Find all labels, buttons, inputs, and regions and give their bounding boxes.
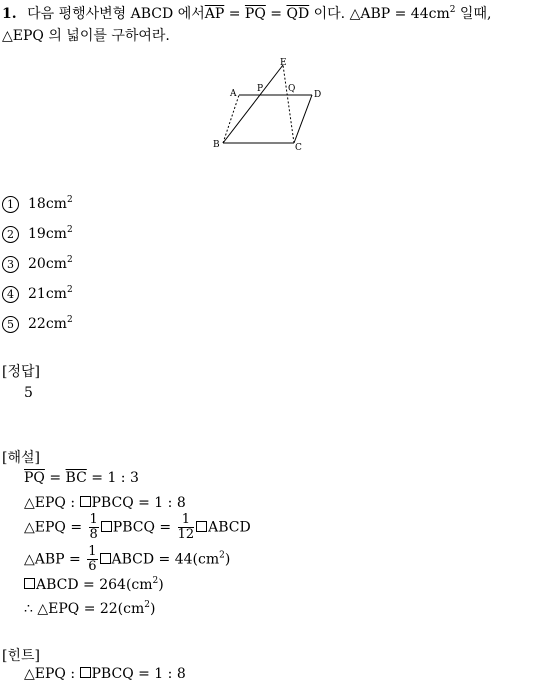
solution-text: ) <box>150 601 156 617</box>
segment-bc: $\overline{BC}$ <box>65 470 87 486</box>
solution-text: ∴ △EPQ = 22(cm <box>24 601 145 617</box>
superscript: 2 <box>144 600 150 610</box>
solution-line-1 <box>24 470 139 486</box>
solution-text: △ABP = <box>24 551 86 568</box>
fraction-1-8 <box>89 513 99 542</box>
label-d: D <box>314 90 322 100</box>
choice-2[interactable] <box>2 226 73 243</box>
solution-text: PBCQ = <box>112 519 176 536</box>
side-ab-dotted <box>223 95 239 143</box>
solution-text: ABCD = 264(cm <box>36 577 153 593</box>
choice-4[interactable] <box>2 286 73 303</box>
superscript: 2 <box>449 5 456 15</box>
question-text-end: 일때, <box>459 6 492 22</box>
superscript: 2 <box>152 576 159 586</box>
line-be <box>223 65 283 143</box>
square-symbol-icon <box>100 553 111 564</box>
label-e: E <box>280 58 287 68</box>
segment-pq: $\overline{PQ}$ <box>244 6 266 22</box>
superscript: 2 <box>66 195 73 205</box>
question-line-2: △EPQ 의 넓이를 구하여라. <box>2 28 170 44</box>
superscript: 2 <box>66 225 73 235</box>
answer-heading: [정답] <box>2 364 40 380</box>
denominator: 8 <box>89 527 98 542</box>
ratio-text: = 1 : 3 <box>86 470 139 486</box>
equals-sign: = <box>44 470 66 486</box>
solution-text: PBCQ = 1 : 8 <box>91 495 186 511</box>
denominator: 6 <box>88 559 97 574</box>
choice-text: 19cm <box>28 226 67 242</box>
choice-text: 18cm <box>28 196 67 212</box>
question-text-mid: 이다. △ABP = 44cm <box>313 6 450 22</box>
hint-heading: [힌트] <box>2 648 40 664</box>
solution-text: △EPQ = <box>24 519 87 536</box>
question-number: 1. <box>2 6 17 22</box>
choice-number-marker: 3 <box>2 256 19 273</box>
choice-text: 21cm <box>28 286 67 302</box>
solution-line-5 <box>24 577 164 593</box>
choice-text: 20cm <box>28 256 67 272</box>
choice-number-marker: 5 <box>2 316 19 333</box>
choice-number-marker: 2 <box>2 226 19 243</box>
choice-1[interactable] <box>2 196 73 213</box>
fraction-1-12 <box>178 513 195 542</box>
square-symbol-icon <box>80 496 91 507</box>
choice-text: 22cm <box>28 316 67 332</box>
square-symbol-icon <box>196 521 207 532</box>
square-symbol-icon <box>24 578 35 589</box>
solution-text: △EPQ : <box>24 495 80 511</box>
numerator: 1 <box>88 544 97 559</box>
equals-sign: = <box>228 6 241 22</box>
superscript: 2 <box>66 315 73 325</box>
fraction-1-6 <box>87 545 97 574</box>
segment-qd: $\overline{QD}$ <box>286 6 310 22</box>
hint-text: PBCQ = 1 : 8 <box>91 666 186 682</box>
label-a: A <box>230 89 237 99</box>
label-q: Q <box>288 84 296 94</box>
square-symbol-icon <box>80 667 91 678</box>
superscript: 2 <box>219 550 225 561</box>
superscript: 2 <box>66 285 73 295</box>
side-cd <box>294 95 312 143</box>
hint-text: △EPQ : <box>24 666 80 682</box>
square-symbol-icon <box>101 521 112 532</box>
choice-number-marker: 4 <box>2 286 19 303</box>
numerator: 1 <box>178 513 195 528</box>
solution-text: ABCD <box>208 519 251 536</box>
solution-line-3 <box>24 513 251 542</box>
denominator: 12 <box>177 527 195 542</box>
label-b: B <box>213 140 220 150</box>
solution-line-2 <box>24 495 186 511</box>
question-text-start: 다음 평행사변형 ABCD 에서 <box>27 6 205 22</box>
solution-heading: [해설] <box>2 450 40 466</box>
segment-pq: $\overline{PQ}$ <box>24 470 45 486</box>
solution-text: ABCD = 44(cm <box>111 551 220 568</box>
superscript: 2 <box>66 255 73 265</box>
question-line-1 <box>2 3 491 23</box>
equals-sign: = <box>270 6 283 22</box>
choice-3[interactable] <box>2 256 73 273</box>
line-ce-dotted <box>283 65 294 143</box>
numerator: 1 <box>89 512 98 527</box>
solution-text: ) <box>158 577 164 593</box>
label-c: C <box>295 143 302 153</box>
solution-text: ) <box>224 551 231 568</box>
solution-line-4 <box>24 545 230 574</box>
hint-line-1 <box>24 666 186 682</box>
label-p: P <box>257 84 264 94</box>
parallelogram-figure <box>205 55 335 155</box>
segment-ap: $\overline{AP}$ <box>204 6 225 22</box>
answer-value: 5 <box>24 385 33 401</box>
choice-number-marker: 1 <box>2 196 19 213</box>
choice-5[interactable] <box>2 316 73 333</box>
solution-line-6 <box>24 601 155 617</box>
